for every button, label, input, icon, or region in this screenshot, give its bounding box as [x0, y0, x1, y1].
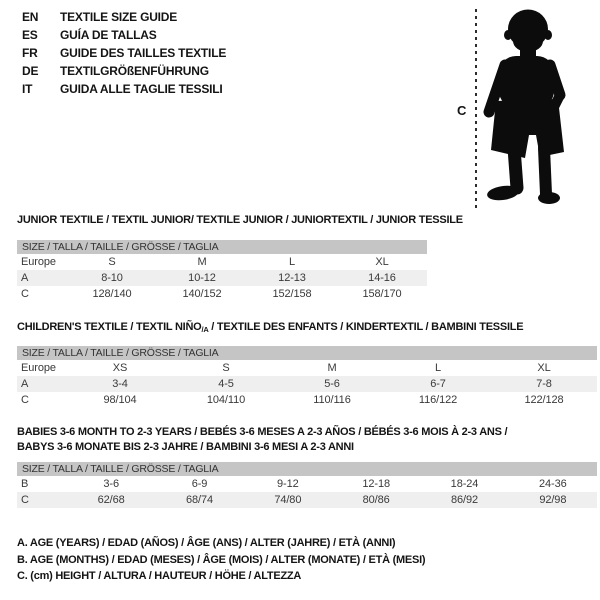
table-cell: XL [375, 256, 389, 268]
table-header: SIZE / TALLA / TAILLE / GRÖSSE / TAGLIA [17, 462, 597, 476]
row-label: C [21, 494, 29, 506]
title-line: BABIES 3-6 MONTH TO 2-3 YEARS / BEBÉS 3-6 MESES A 2-3 AÑOS / BÉBÉS 3-6 MOIS À 2-3 ANS / [17, 426, 508, 438]
table-cell: 62/68 [97, 494, 125, 506]
section-title-children [17, 320, 523, 337]
title-line: BABYS 3-6 MONATE BIS 2-3 JAHRE / BAMBINI 3-6 MESI A 2-3 ANNI [17, 441, 354, 453]
note-age-months: B. AGE (MONTHS) / EDAD (MESES) / ÂGE (MOIS) / ALTER (MONATE) / ETÀ (MESI) [17, 553, 426, 566]
row-label: C [21, 394, 29, 406]
table-cell: 80/86 [362, 494, 390, 506]
children-size-table [17, 346, 597, 408]
table-row [17, 376, 597, 392]
table-cell: XL [537, 362, 551, 374]
table-row [17, 286, 427, 302]
language-label: TEXTILE SIZE GUIDE [60, 10, 178, 24]
table-cell: 98/104 [103, 394, 137, 406]
height-measure-label: C [457, 103, 467, 118]
language-row [22, 44, 226, 62]
table-cell: 18-24 [450, 478, 479, 490]
language-list [22, 8, 226, 98]
table-row [17, 360, 597, 376]
table-row [17, 270, 427, 286]
table-cell: 74/80 [274, 494, 302, 506]
junior-size-table [17, 240, 427, 302]
table-cell: 104/110 [206, 394, 246, 406]
row-label: C [21, 288, 29, 300]
table-cell: 110/116 [313, 394, 351, 406]
row-label: A [21, 378, 29, 390]
table-cell: 14-16 [368, 272, 396, 284]
table-cell: 9-12 [277, 478, 299, 490]
table-cell: 152/158 [272, 288, 312, 300]
table-cell: 12-18 [362, 478, 390, 490]
table-cell: 116/122 [418, 394, 458, 406]
note-height: C. (cm) HEIGHT / ALTURA / HAUTEUR / HÖHE / ALTEZZA [17, 570, 302, 582]
babies-size-table [17, 462, 597, 508]
table-cell: 6-9 [191, 478, 208, 490]
language-code: IT [22, 82, 33, 96]
language-code: EN [22, 10, 39, 24]
table-cell: S [222, 362, 230, 374]
table-cell: 10-12 [188, 272, 216, 284]
language-row [22, 26, 226, 44]
table-cell: 3-4 [112, 378, 128, 390]
table-cell: 6-7 [430, 378, 446, 390]
legend-notes [17, 535, 425, 585]
table-cell: 12-13 [278, 272, 306, 284]
table-cell: 3-6 [103, 478, 119, 490]
language-label: GUÍA DE TALLAS [60, 28, 157, 42]
table-cell: L [288, 256, 296, 268]
table-cell: 122/128 [524, 394, 564, 406]
table-cell: 140/152 [182, 288, 222, 300]
table-header: SIZE / TALLA / TAILLE / GRÖSSE / TAGLIA [17, 240, 427, 254]
section-title-babies [17, 425, 507, 455]
table-cell: 4-5 [218, 378, 234, 390]
note-age-years: A. AGE (YEARS) / EDAD (AÑOS) / ÂGE (ANS) / ALTER (JAHRE) / ETÀ (ANNI) [17, 537, 396, 549]
table-header: SIZE / TALLA / TAILLE / GRÖSSE / TAGLIA [17, 346, 597, 360]
table-cell: L [434, 362, 442, 374]
table-row [17, 392, 597, 408]
row-label: Europe [21, 256, 56, 268]
table-row [17, 492, 597, 508]
table-cell: 7-8 [536, 378, 552, 390]
table-cell: 24-36 [539, 478, 567, 490]
toddler-silhouette-icon [482, 8, 572, 206]
table-cell: S [108, 256, 116, 268]
table-cell: XS [112, 362, 128, 374]
language-label: GUIDA ALLE TAGLIE TESSILI [60, 82, 223, 96]
table-cell: 128/140 [92, 288, 132, 300]
language-code: ES [22, 28, 38, 42]
table-row [17, 476, 597, 492]
title-text: CHILDREN'S TEXTILE / TEXTIL NIÑO [17, 321, 202, 333]
language-code: DE [22, 64, 39, 78]
section-title-junior: JUNIOR TEXTILE / TEXTIL JUNIOR/ TEXTILE JUNIOR / JUNIORTEXTIL / JUNIOR TESSILE [17, 214, 463, 226]
table-cell: 8-10 [101, 272, 123, 284]
table-cell: 5-6 [324, 378, 340, 390]
row-label: Europe [21, 362, 56, 374]
language-row [22, 8, 226, 26]
row-label: A [21, 272, 29, 284]
table-cell: 158/170 [362, 288, 402, 300]
language-label: TEXTILGRÖßENFÜHRUNG [60, 64, 209, 78]
table-cell: M [327, 362, 337, 374]
language-label: GUIDE DES TAILLES TEXTILE [60, 46, 227, 60]
row-label: B [21, 478, 29, 490]
table-cell: 86/92 [450, 494, 478, 506]
title-subscript: /A [201, 325, 209, 334]
title-text: / TEXTILE DES ENFANTS / KINDERTEXTIL / BAMBINI TESSILE [208, 321, 524, 333]
table-cell: 68/74 [185, 494, 213, 506]
language-code: FR [22, 46, 38, 60]
language-row [22, 62, 226, 80]
table-row [17, 254, 427, 270]
table-cell: 92/98 [539, 494, 567, 506]
table-cell: M [197, 256, 207, 268]
height-measure-dotted-line [475, 9, 477, 208]
language-row [22, 80, 226, 98]
